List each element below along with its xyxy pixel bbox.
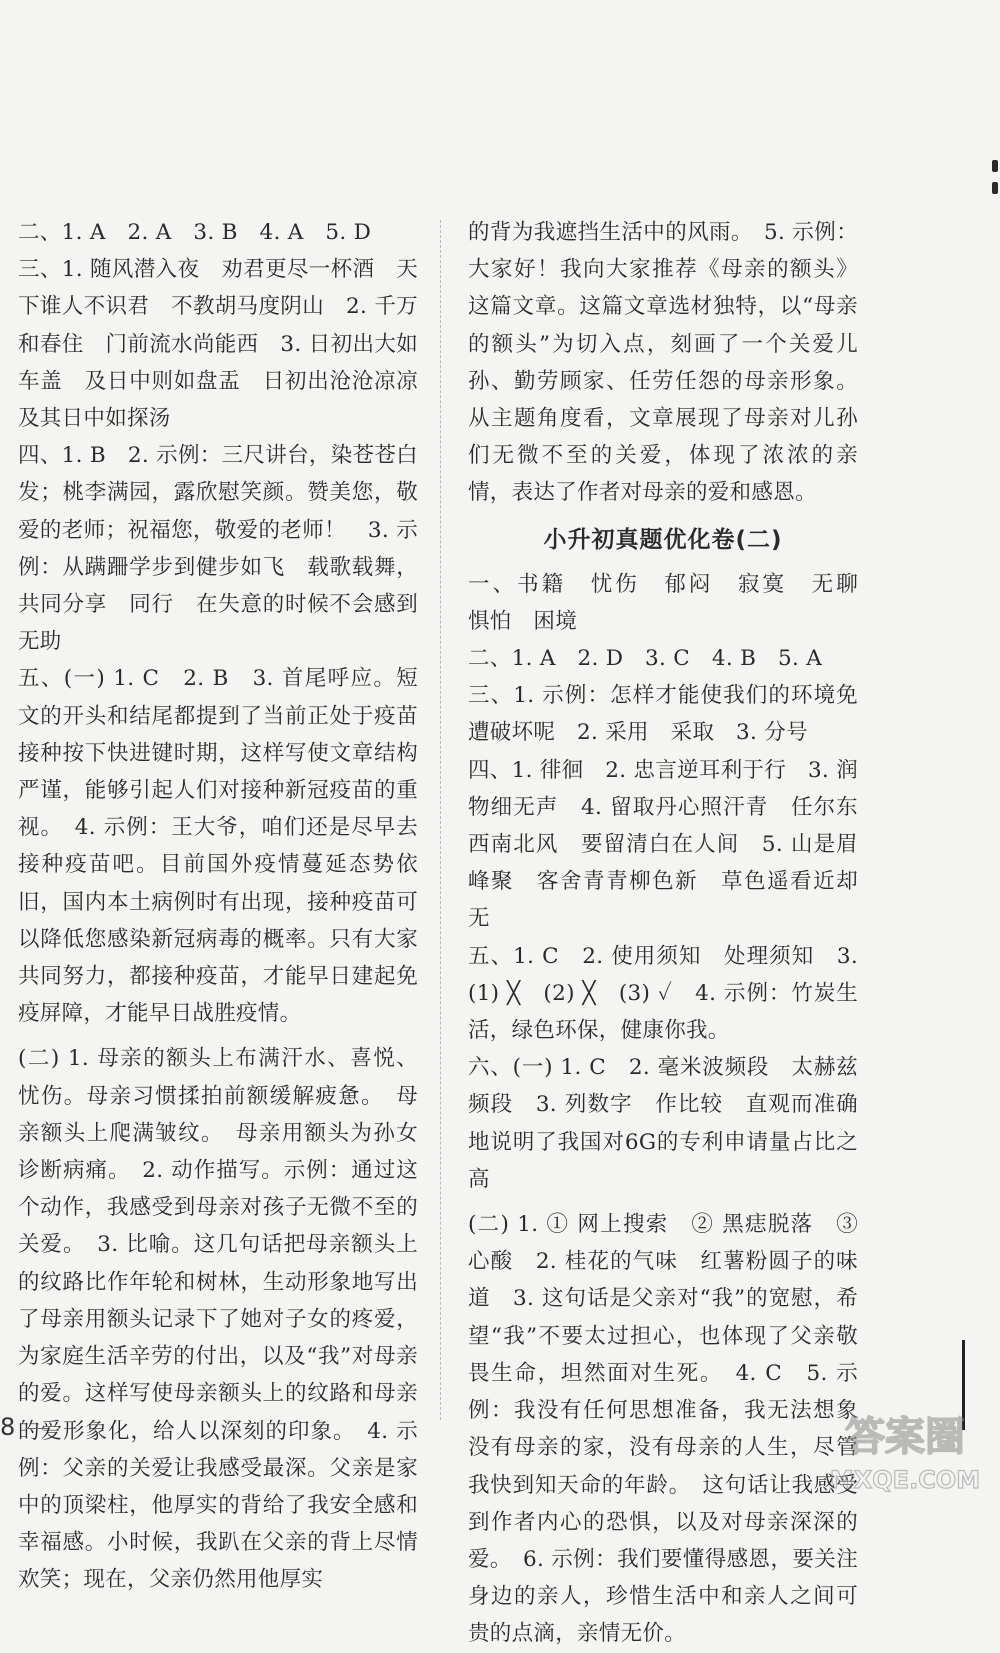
answer-paragraph: (二) 1. ① 网上搜索 ② 黑痣脱落 ③ 心酸 2. 桂花的气味 红薯粉圆子的味道 3. 这句话是父亲对“我”的宽慰，希望“我”不要太过担心，也体现了父亲敬畏生命，坦然面对生死。 4. C 5. 示例：我没有任何思想准备，我无法想象没有母亲的家，没有母亲的人生，尽管我快到知天命的年龄。 这句话让我感受到作者内心的恐惧，以及对母亲深深的爱。 6. 示例：我们要懂得感恩，要关注身边的亲人，珍惜生活中和亲人之间可贵的点滴，亲情无价。 (468, 1212, 858, 1647)
column-divider (440, 220, 441, 1420)
answer-paragraph: 五、1. C 2. 使用须知 处理须知 3. (1) ╳ (2) ╳ (3) ✓ 4. 示例：竹炭生活，绿色环保，健康你我。 (468, 943, 858, 1044)
right-column (468, 214, 880, 1647)
answer-paragraph: 三、1. 随风潜入夜 劝君更尽一杯酒 天下谁人不识君 不教胡马度阴山 2. 千万和春住 门前流水尚能西 3. 日初出大如车盖 及日中则如盘盂 日初出沧沧凉凉 及其日中如探汤 (18, 257, 440, 432)
answer-paragraph: 一、书籍 忧伤 郁闷 寂寞 无聊 惧怕 困境 (468, 571, 880, 634)
answer-paragraph: 四、1. B 2. 示例：三尺讲台，染苍苍白发；桃李满园，露欣慰笑颜。赞美您，敬爱的老师；祝福您，敬爱的老师！ 3. 示例：从蹒跚学步到健步如飞 载歌载舞，共同分享 同行 在失意的时候不会感到无助 (18, 443, 418, 655)
answer-paragraph: 四、1. 徘徊 2. 忠言逆耳利于行 3. 润物细无声 4. 留取丹心照汗青 任尔东西南北风 要留清白在人间 5. 山是眉峰聚 客舍青青柳色新 草色遥看近却无 (468, 757, 858, 932)
edge-mark (992, 160, 998, 220)
watermark-logo (820, 1400, 990, 1500)
answer-paragraph: (二) 1. 母亲的额头上布满汗水、喜悦、忧伤。母亲习惯揉拍前额缓解疲惫。 母亲额头上爬满皱纹。 母亲用额头为孙女诊断病痛。 2. 动作描写。示例：通过这个动作，我感受到母亲对孩子无微不至的关爱。 3. 比喻。这几句话把母亲额头上的纹路比作年轮和树林，生动形象地写出了母亲用额头记录下了她对子女的疼爱，为家庭生活辛劳的付出，以及“我”对母亲的爱。这样写使母亲额头上的纹路和母亲的爱形象化，给人以深刻的印象。 4. 示例：父亲的关爱让我感受最深。父亲是家中的顶梁柱，他厚实的背给了我安全感和幸福感。小时候，我趴在父亲的背上尽情欢笑；现在，父亲仍然用他厚实 (18, 1046, 418, 1593)
section-title: 小升初真题优化卷(二) (543, 526, 783, 553)
answer-paragraph: 六、(一) 1. C 2. 毫米波频段 太赫兹频段 3. 列数字 作比较 直观而准确地说明了我国对6G的专利申请量占比之高 (468, 1055, 858, 1192)
page-number-rule (26, 1428, 48, 1429)
answer-paragraph: 二、1. A 2. D 3. C 4. B 5. A (468, 646, 823, 672)
answer-paragraph: 的背为我遮挡生活中的风雨。 5. 示例：大家好！我向大家推荐《母亲的额头》这篇文章。这篇文章选材独特，以“母亲的额头”为切入点，刻画了一个关爱儿孙、勤劳顾家、任劳任怨的母亲形象。从主题角度看，文章展现了母亲对儿孙们无微不至的关爱，体现了浓浓的亲情，表达了作者对母亲的爱和感恩。 (468, 220, 858, 506)
svg-text:MXQE.COM: MXQE.COM (829, 1466, 981, 1494)
svg-text:答案圈: 答案圈 (845, 1414, 965, 1460)
page-number: 8 (0, 1413, 16, 1441)
answer-paragraph: 三、1. 示例：怎样才能使我们的环境免遭破坏呢 2. 采用 采取 3. 分号 (468, 683, 858, 746)
answer-paragraph: 二、1. A 2. A 3. B 4. A 5. D (18, 220, 372, 245)
left-column (18, 214, 440, 1593)
answer-paragraph: 五、(一) 1. C 2. B 3. 首尾呼应。短文的开头和结尾都提到了当前正处于疫苗接种按下快进键时期，这样写使文章结构严谨，能够引起人们对接种新冠疫苗的重视。 4. 示例：王大爷，咱们还是尽早去接种疫苗吧。目前国外疫情蔓延态势依旧，国内本土病例时有出现，接种疫苗可以降低您感染新冠病毒的概率。只有大家共同努力，都接种疫苗，才能早日建起免疫屏障，才能早日战胜疫情。 (18, 666, 418, 1027)
